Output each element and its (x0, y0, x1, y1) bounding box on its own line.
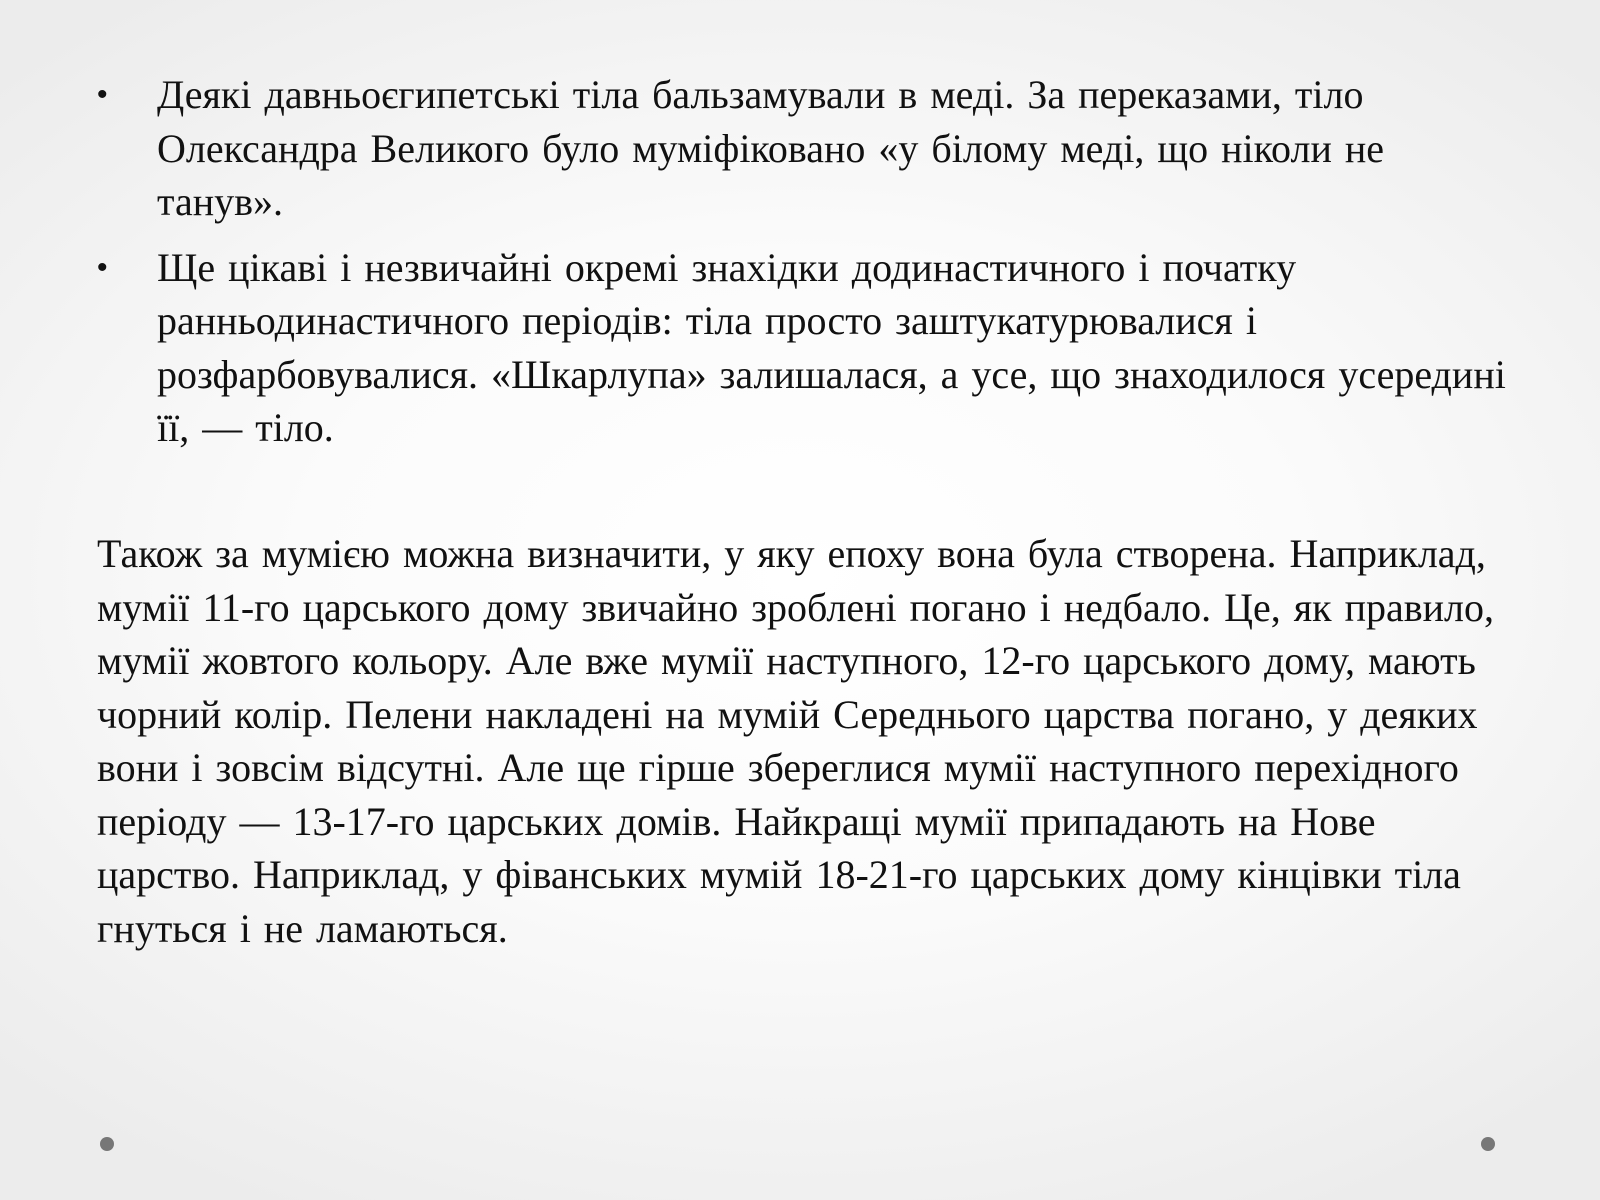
bullet-marker: • (97, 78, 108, 111)
bullet-text: Деякі давньоєгипетські тіла бальзамували в меді. За переказами, тіло Олександра Великого було муміфіковано «у білому меді, що ніколи не танув». (157, 72, 1385, 224)
bullet-marker: • (97, 250, 108, 284)
bullet-text: Ще цікаві і незвичайні окремі знахідки додинастичного і початку ранньодинастичного періодів: тіла просто заштукатурювалися і розфарбовувалися. «Шкарлупа» залишалася, а усе, що знаходилося усередині її, — тіло. (157, 244, 1506, 450)
bullet-item (92, 241, 1512, 455)
body-paragraph: Також за мумією можна визначити, у яку епоху вона була створена. Наприклад, мумії 11-го царського дому звичайно зроблені погано і недбало. Це, як правило, мумії жовтого кольору. Але вже мумії наступного, 12-го царського дому, мають чорний колір. Пелени накладені на мумій Середнього царства погано, у деяких вони і зовсім відсутні. Але ще гірше збереглися мумії наступного перехідного періоду — 13-17-го царських домів. Найкращі мумії припадають на Нове царство. Наприклад, у фіванських мумій 18-21-го царських дому кінцівки тіла гнуться і не ламаються. (97, 531, 1494, 951)
bullet-item (92, 68, 1512, 229)
bullet-list (92, 68, 1512, 467)
footer-dot-right-icon (1481, 1137, 1495, 1151)
footer-dot-left-icon (100, 1137, 114, 1151)
